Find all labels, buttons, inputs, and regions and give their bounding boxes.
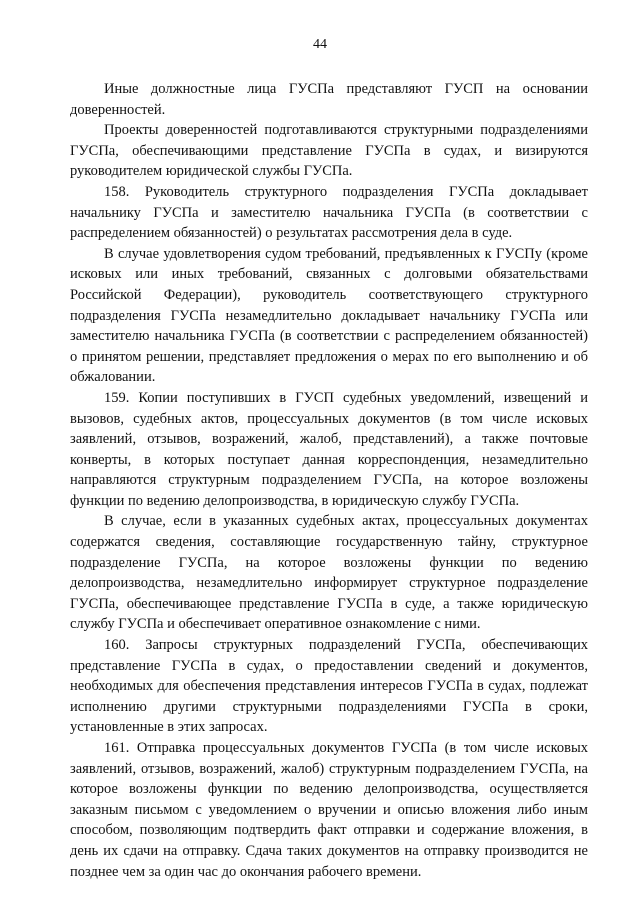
paragraph-161: 161. Отправка процессуальных документов ГУСПа (в том числе исковых заявлений, отзывов, возражений, жалоб) структурным подразделением ГУСПа, на которое возложены функции по ведению делопроизводства, осуществляется заказным письмом с уведомлением о вручении и описью вложения либо иным способом, позволяющим подтвердить факт отправки и содержание вложения, в день их сдачи на отправку. Сдача таких документов на отправку производится не позднее чем за один час до окончания рабочего времени. — [70, 740, 588, 880]
document-body — [70, 79, 588, 882]
paragraph-158: 158. Руководитель структурного подразделения ГУСПа докладывает начальнику ГУСПа и заместителю начальника ГУСПа (в соответствии с распределением обязанностей) о результатах рассмотрения дела в суде. — [70, 183, 588, 242]
page-number: 44 — [313, 37, 327, 52]
paragraph-159: 159. Копии поступивших в ГУСП судебных уведомлений, извещений и вызовов, судебных актов, процессуальных документов (в том числе исковых заявлений, отзывов, возражений, жалоб, представлений), а также почтовые конверты, в которых поступает данная корреспонденция, незамедлительно направляются структурным подразделением ГУСПа, на которое возложены функции по ведению делопроизводства, в юридическую службу ГУСПа. — [70, 389, 588, 509]
paragraph-attorneys: Иные должностные лица ГУСПа представляют ГУСП на основании доверенностей. — [70, 81, 588, 118]
paragraph-159-state-secret: В случае, если в указанных судебных актах, процессуальных документах содержатся сведения, составляющие государственную тайну, структурное подразделение ГУСПа, на которое возложены функции по ведению делопроизводства, незамедлительно информирует структурное подразделение ГУСПа, обеспечивающее представление ГУСПа в суде, а также юридическую службу ГУСПа и обеспечивает оперативное ознакомление с ними. — [70, 513, 588, 633]
paragraph-power-of-attorney-drafts: Проекты доверенностей подготавливаются структурными подразделениями ГУСПа, обеспечивающими представление ГУСПа в судах, и визируются руководителем юридической службы ГУСПа. — [70, 122, 588, 180]
paragraph-160: 160. Запросы структурных подразделений ГУСПа, обеспечивающих представление ГУСПа в судах, о предоставлении сведений и документов, необходимых для обеспечения представления интересов ГУСПа в судах, подлежат исполнению другими структурными подразделениями ГУСПа в сроки, установленные в этих запросах. — [70, 637, 588, 736]
paragraph-158-claims: В случае удовлетворения судом требований, предъявленных к ГУСПу (кроме исковых или иных требований, связанных с долговыми обязательствами Российской Федерации), руководитель соответствующего структурного подразделения ГУСПа незамедлительно докладывает начальнику ГУСПа или заместителю начальника ГУСПа (в соответствии с распределением обязанностей) о принятом решении, представляет предложения о мерах по его выполнению и об обжаловании. — [70, 245, 588, 386]
